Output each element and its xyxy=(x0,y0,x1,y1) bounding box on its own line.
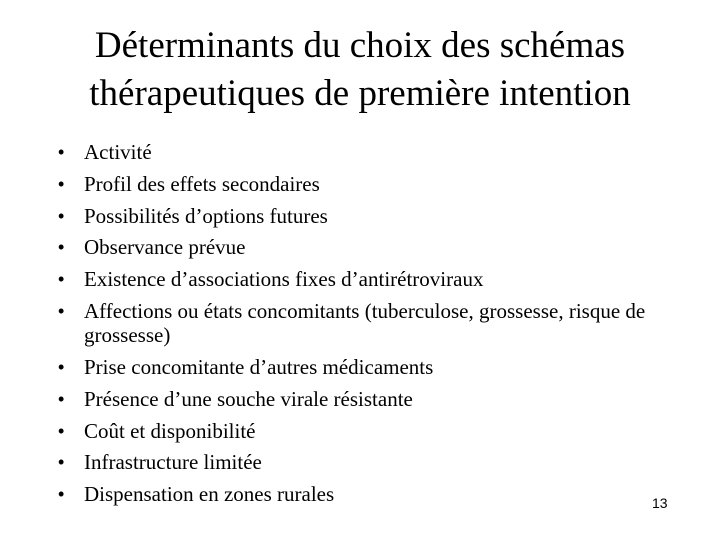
bullet-item xyxy=(58,264,658,296)
title-line-2: thérapeutiques de première intention xyxy=(89,73,631,114)
bullet-item xyxy=(58,201,658,233)
bullet-text: Affections ou états concomitants (tuberculose, grossesse, risque de grossesse) xyxy=(84,298,646,347)
bullet-text: Observance prévue xyxy=(84,235,246,260)
bullet-text: Profil des effets secondaires xyxy=(84,171,320,196)
bullet-icon: • xyxy=(58,452,65,473)
bullet-text: Dispensation en zones rurales xyxy=(84,482,335,507)
bullet-icon: • xyxy=(58,484,65,505)
bullet-text: Activité xyxy=(84,140,152,164)
bullet-icon: • xyxy=(58,142,65,162)
bullet-text: Coût et disponibilité xyxy=(84,418,256,443)
bullet-text: Présence d’une souche virale résistante xyxy=(84,386,413,411)
bullet-text: Infrastructure limitée xyxy=(84,450,262,475)
bullet-icon: • xyxy=(58,237,65,258)
bullet-icon: • xyxy=(58,300,65,321)
bullet-text: Possibilités d’options futures xyxy=(84,203,328,228)
bullet-list xyxy=(58,137,658,511)
bullet-text: Existence d’associations fixes d’antirétroviraux xyxy=(84,267,484,292)
bullet-item xyxy=(58,232,658,264)
bullet-item xyxy=(58,384,658,416)
bullet-item xyxy=(58,352,658,384)
bullet-item xyxy=(58,169,658,201)
bullet-icon: • xyxy=(58,388,65,409)
bullet-item xyxy=(58,479,658,511)
bullet-icon: • xyxy=(58,269,65,290)
slide-title xyxy=(40,22,680,118)
bullet-icon: • xyxy=(58,173,65,194)
bullet-text: Prise concomitante d’autres médicaments xyxy=(84,354,434,379)
bullet-item xyxy=(58,447,658,479)
bullet-item xyxy=(58,416,658,448)
title-line-1: Déterminants du choix des schémas xyxy=(94,25,626,66)
bullet-item xyxy=(58,296,658,352)
bullet-icon: • xyxy=(58,356,65,377)
bullet-icon: • xyxy=(58,205,65,226)
bullet-item xyxy=(58,137,658,169)
bullet-icon: • xyxy=(58,420,65,441)
page-number: 13 xyxy=(652,495,668,511)
